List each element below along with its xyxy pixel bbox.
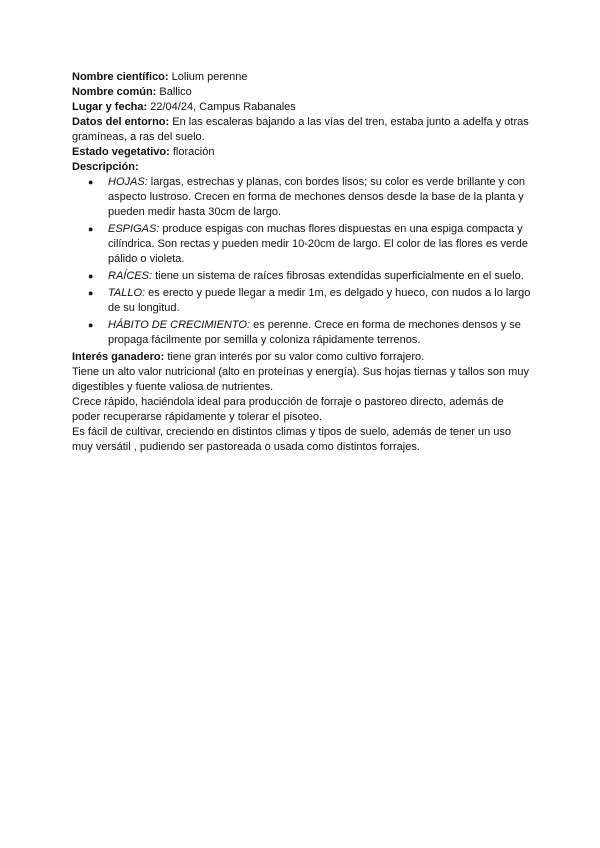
interest-line [72, 350, 532, 365]
environment-line [72, 115, 532, 145]
list-item-term: HÁBITO DE CRECIMIENTO: [108, 319, 251, 331]
vegetative-state-value: floración [169, 146, 215, 158]
scientific-name-value: Lolium perenne [168, 71, 248, 83]
interest-label: Interés ganadero: [72, 351, 165, 363]
environment-value: En las escaleras bajando a las vías del tren, estaba junto a adelfa y otras gramíneas, a ras del suelo. [72, 116, 529, 143]
environment-label: Datos del entorno: [72, 116, 170, 128]
list-item [88, 222, 532, 267]
place-date-label: Lugar y fecha: [72, 101, 148, 113]
vegetative-state-line [72, 145, 532, 160]
description-heading [72, 160, 532, 175]
list-item-term: TALLO: [108, 287, 146, 299]
list-item [88, 175, 532, 220]
list-item-text: es perenne. Crece en forma de mechones densos y se propaga fácilmente por semilla y coloniza rápidamente terrenos. [108, 319, 521, 346]
scientific-name-label: Nombre científico: [72, 71, 169, 83]
vegetative-state-label: Estado vegetativo: [72, 146, 170, 158]
list-item-text: es erecto y puede llegar a medir 1m, es delgado y hueco, con nudos a lo largo de su longitud. [108, 287, 531, 314]
bullet-icon: ● [88, 177, 94, 187]
list-item-term: RAÍCES: [108, 270, 153, 282]
list-item-text: produce espigas con muchas flores dispuestas en una espiga compacta y cilíndrica. Son rectas y pueden medir 10-20cm de largo. El color de las flores es verde pálido o violeta. [108, 223, 529, 265]
common-name-label: Nombre común: [72, 86, 157, 98]
common-name-line [72, 85, 532, 100]
interest-value: tiene gran interés por su valor como cultivo forrajero. [164, 351, 425, 363]
bullet-icon: ● [88, 224, 94, 234]
list-item [88, 286, 532, 316]
bullet-icon: ● [88, 288, 94, 298]
place-date-line [72, 100, 532, 115]
list-item-text: largas, estrechas y planas, con bordes lisos; su color es verde brillante y con aspecto lustroso. Crecen en forma de mechones densos desde la base de la planta y pueden medir hasta 30cm de largo. [108, 176, 525, 218]
place-date-value: 22/04/24, Campus Rabanales [147, 101, 296, 113]
paragraph-easy-cultivation: Es fácil de cultivar, creciendo en distintos climas y tipos de suelo, además de tener un uso muy versátil , pudiendo ser pastoreada o usada como distintos forrajes. [72, 426, 512, 453]
paragraph-nutritional-value: Tiene un alto valor nutricional (alto en proteínas y energía). Sus hojas tiernas y tallos son muy digestibles y fuente valiosa de nutrientes. [72, 366, 529, 393]
list-item [88, 269, 532, 284]
scientific-name-line [72, 70, 532, 85]
list-item-term: HOJAS: [108, 176, 148, 188]
document-page [72, 70, 532, 455]
list-item-text: tiene un sistema de raíces fibrosas extendidas superficialmente en el suelo. [152, 270, 524, 282]
list-item [88, 318, 532, 348]
bullet-icon: ● [88, 320, 94, 330]
paragraph-fast-growth: Crece rápido, haciéndola ideal para producción de forraje o pastoreo directo, además de poder recuperarse rápidamente y tolerar el pisoteo. [72, 396, 504, 423]
description-label: Descripción: [72, 161, 139, 173]
description-list [72, 175, 532, 348]
common-name-value: Ballico [156, 86, 192, 98]
bullet-icon: ● [88, 271, 94, 281]
list-item-term: ESPIGAS: [108, 223, 160, 235]
